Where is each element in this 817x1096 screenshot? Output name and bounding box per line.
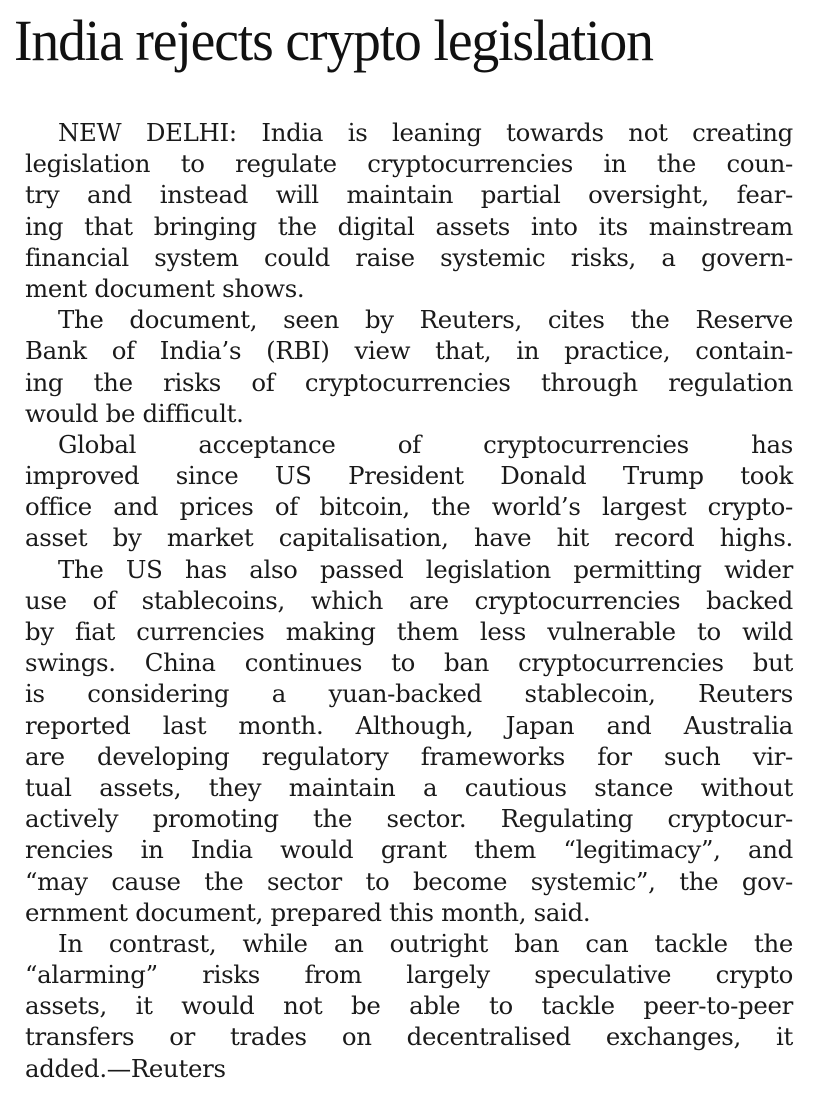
article-line: swings. China continues to ban cryptocurrencies but [25, 648, 793, 678]
headline: India rejects crypto legislation [14, 8, 653, 73]
article-line: tual assets, they maintain a cautious stance without [25, 772, 793, 802]
article-line: asset by market capitalisation, have hit record highs. [25, 523, 793, 553]
article-line: financial system could raise systemic risks, a govern- [25, 242, 793, 272]
article-line: In contrast, while an outright ban can tackle the [58, 928, 793, 958]
article-line: improved since US President Donald Trump took [25, 461, 793, 491]
article-line: ernment document, prepared this month, said. [25, 897, 591, 927]
article-body [25, 117, 793, 1084]
article-line: Global acceptance of cryptocurrencies has [58, 429, 793, 459]
article-line: added.—Reuters [25, 1053, 226, 1083]
article-line: reported last month. Although, Japan and Australia [25, 710, 793, 740]
article-line: use of stablecoins, which are cryptocurrencies backed [25, 585, 793, 615]
article-line: are developing regulatory frameworks for such vir- [25, 741, 793, 771]
article-line: try and instead will maintain partial oversight, fear- [25, 180, 793, 210]
article-line: The US has also passed legislation permitting wider [58, 554, 793, 584]
article-line: “may cause the sector to become systemic”, the gov- [25, 866, 793, 896]
article-line: ing that bringing the digital assets into its mainstream [25, 211, 793, 241]
article-line: Bank of India’s (RBI) view that, in practice, contain- [25, 336, 793, 366]
article-line: rencies in India would grant them “legitimacy”, and [25, 835, 793, 865]
article-line: NEW DELHI: India is leaning towards not creating [58, 118, 793, 147]
article-line: legislation to regulate cryptocurrencies in the coun- [25, 149, 793, 179]
article-line: is considering a yuan-backed stablecoin, Reuters [25, 679, 793, 709]
article-line: ment document shows. [25, 273, 305, 303]
article-line: actively promoting the sector. Regulating cryptocur- [25, 804, 793, 834]
article-line: transfers or trades on decentralised exchanges, it [25, 1022, 793, 1052]
article-line: by fiat currencies making them less vulnerable to wild [25, 617, 793, 646]
article-line: ing the risks of cryptocurrencies through regulation [25, 367, 793, 397]
article-line: “alarming” risks from largely speculative crypto [25, 960, 793, 990]
article-line: would be difficult. [25, 398, 244, 428]
article-line: assets, it would not be able to tackle peer-to-peer [25, 991, 793, 1021]
article-line: office and prices of bitcoin, the world’s largest crypto- [25, 492, 793, 522]
article-line: The document, seen by Reuters, cites the Reserve [58, 305, 793, 335]
